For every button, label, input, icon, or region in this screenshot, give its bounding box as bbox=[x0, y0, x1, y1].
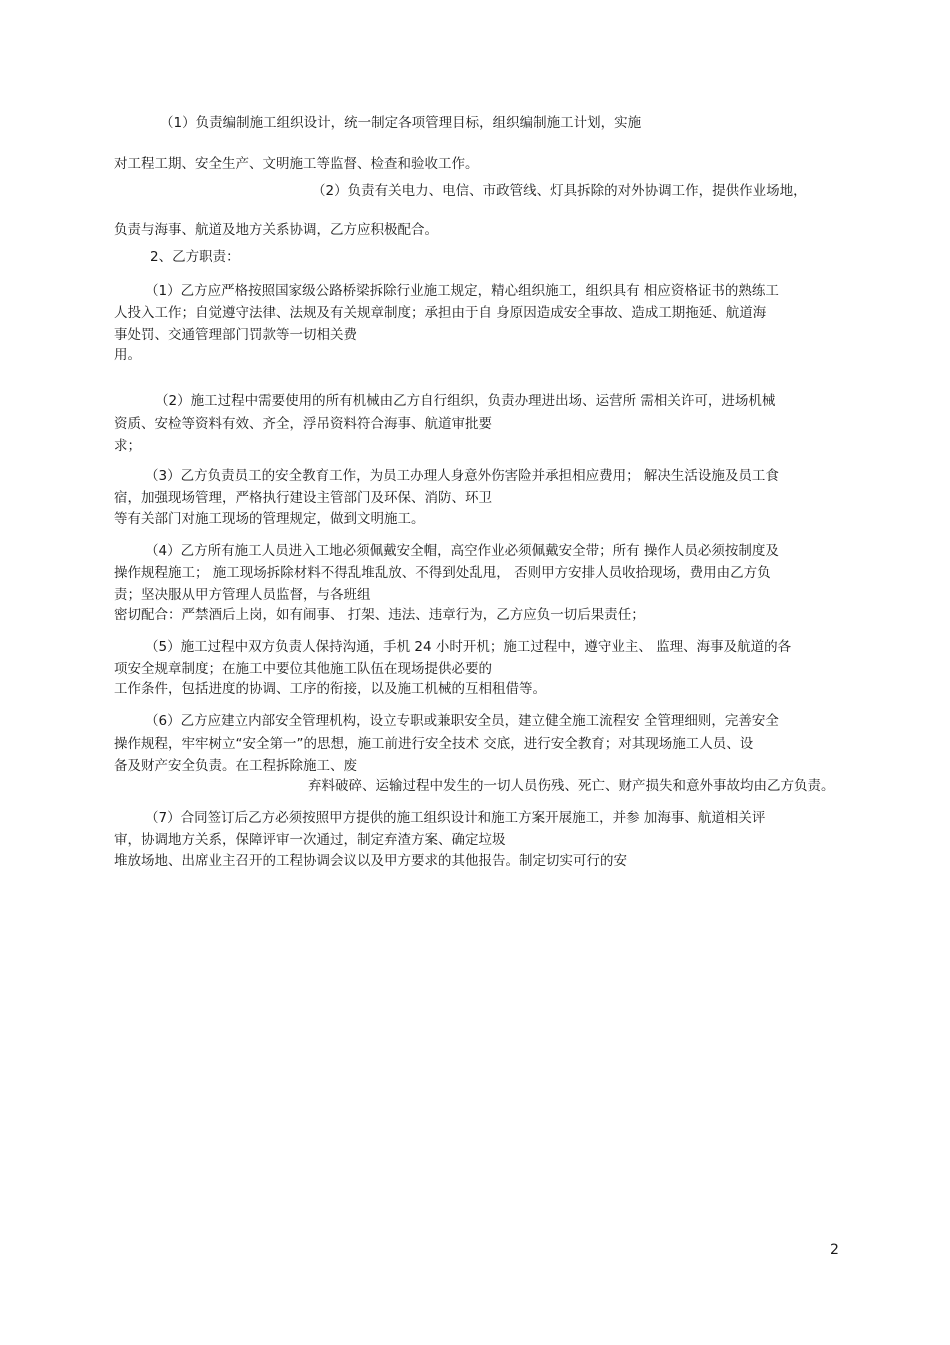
text-line: 备及财产安全负责。在工程拆除施工、废 bbox=[114, 758, 357, 774]
text-line: （6）乙方应建立内部安全管理机构，设立专职或兼职安全员，建立健全施工流程安 全管理细则，完善安全 bbox=[145, 713, 779, 729]
text-line: （3）乙方负责员工的安全教育工作，为员工办理人身意外伤害险并承担相应费用； 解决生活设施及员工食 bbox=[145, 468, 779, 484]
text-line: （5）施工过程中双方负责人保持沟通，手机 24 小时开机；施工过程中，遵守业主、 监理、海事及航道的各 bbox=[145, 639, 792, 655]
text-line: 用。 bbox=[114, 347, 141, 363]
text-line: 求； bbox=[114, 438, 141, 454]
text-line: 宿，加强现场管理，严格执行建设主管部门及环保、消防、环卫 bbox=[114, 490, 492, 506]
section-heading: 2、乙方职责： bbox=[150, 249, 240, 265]
text-line: 堆放场地、出席业主召开的工程协调会议以及甲方要求的其他报告。制定切实可行的安 bbox=[114, 853, 627, 869]
text-line: 资质、安检等资料有效、齐全，浮吊资料符合海事、航道审批要 bbox=[114, 416, 492, 432]
text-line: 操作规程施工； 施工现场拆除材料不得乱堆乱放、不得到处乱甩， 否则甲方安排人员收拾现场，费用由乙方负 bbox=[114, 565, 771, 581]
text-line: （7）合同签订后乙方必须按照甲方提供的施工组织设计和施工方案开展施工，并参 加海事、航道相关评 bbox=[145, 810, 766, 826]
text-line: 审，协调地方关系，保障评审一次通过，制定弃渣方案、确定垃圾 bbox=[114, 832, 506, 848]
text-line: （1）负责编制施工组织设计，统一制定各项管理目标，组织编制施工计划，实施 bbox=[160, 115, 642, 131]
page-number: 2 bbox=[830, 1242, 839, 1258]
text-line: 弃料破碎、运输过程中发生的一切人员伤残、死亡、财产损失和意外事故均由乙方负责。 bbox=[308, 778, 835, 794]
text-line: 责；坚决服从甲方管理人员监督，与各班组 bbox=[114, 587, 371, 603]
text-line: （1）乙方应严格按照国家级公路桥梁拆除行业施工规定，精心组织施工，组织具有 相应资格证书的熟练工 bbox=[145, 283, 779, 299]
text-line: （4）乙方所有施工人员进入工地必须佩戴安全帽，高空作业必须佩戴安全带；所有 操作人员必须按制度及 bbox=[145, 543, 779, 559]
text-line: 密切配合：严禁酒后上岗，如有闹事、 打架、违法、违章行为，乙方应负一切后果责任； bbox=[114, 607, 645, 623]
text-line: 项安全规章制度；在施工中要位其他施工队伍在现场提供必要的 bbox=[114, 661, 492, 677]
text-line: 负责与海事、航道及地方关系协调，乙方应积极配合。 bbox=[114, 222, 438, 238]
text-line: 对工程工期、安全生产、文明施工等监督、检查和验收工作。 bbox=[114, 156, 479, 172]
text-line: 操作规程，牢牢树立“安全第一”的思想，施工前进行安全技术 交底，进行安全教育；对其现场施工人员、设 bbox=[114, 736, 754, 752]
text-line: （2）施工过程中需要使用的所有机械由乙方自行组织，负责办理进出场、运营所 需相关许可，进场机械 bbox=[155, 393, 776, 409]
text-line: 人投入工作；自觉遵守法律、法规及有关规章制度；承担由于自 身原因造成安全事故、造成工期拖延、航道海 bbox=[114, 305, 767, 321]
text-line: （2）负责有关电力、电信、市政管线、灯具拆除的对外协调工作，提供作业场地， bbox=[312, 183, 807, 199]
text-line: 事处罚、交通管理部门罚款等一切相关费 bbox=[114, 327, 357, 343]
text-line: 等有关部门对施工现场的管理规定，做到文明施工。 bbox=[114, 511, 425, 527]
text-line: 工作条件，包括进度的协调、工序的衔接，以及施工机械的互相租借等。 bbox=[114, 681, 546, 697]
